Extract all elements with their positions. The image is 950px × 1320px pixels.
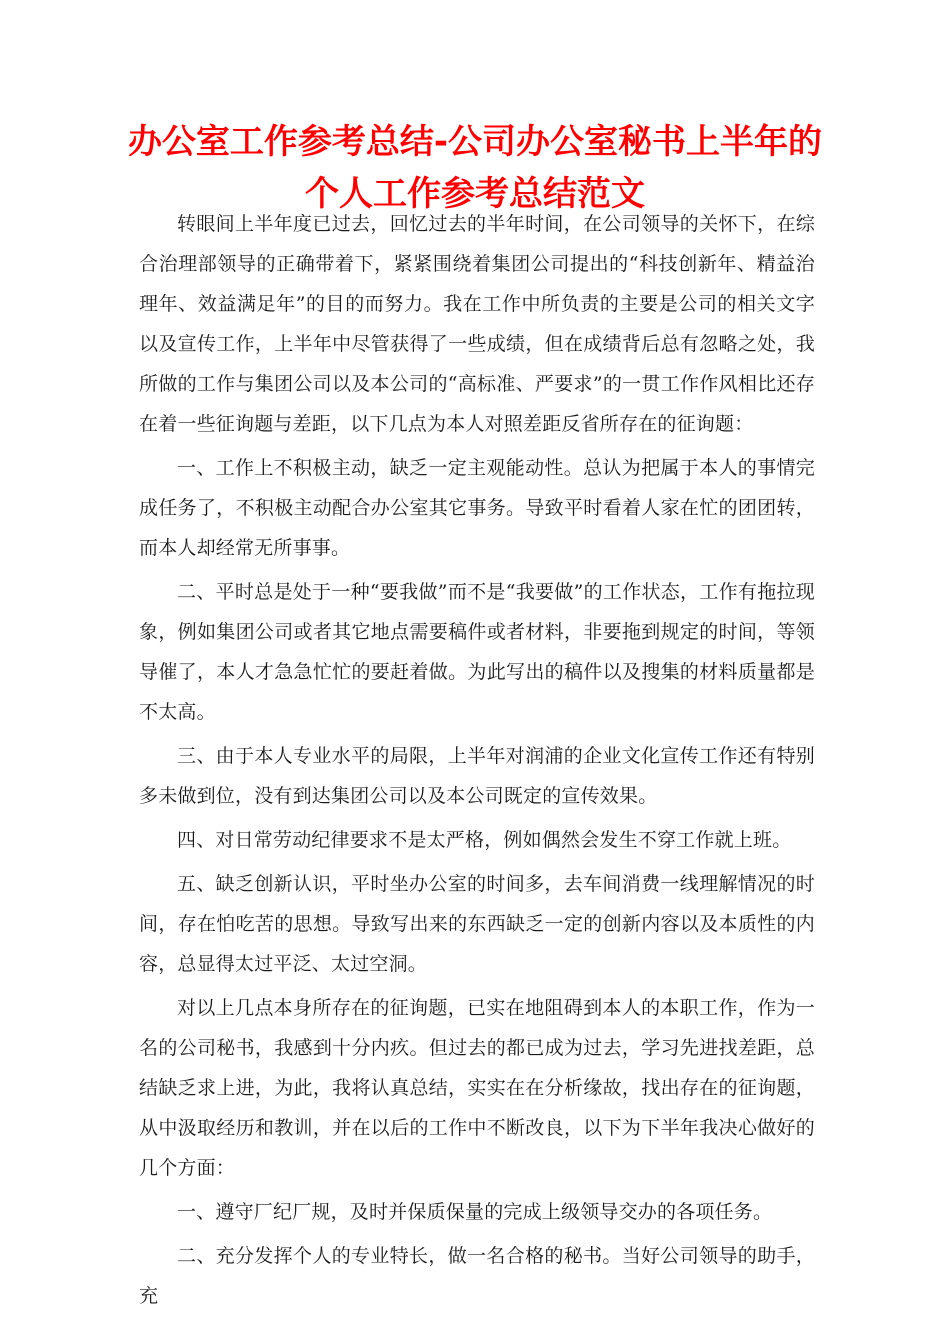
paragraph-problem-2: 二、平时总是处于一种“要我做”而不是“我要做”的工作状态，工作有拖拉现象，例如集团公司或者其它地点需要稿件或者材料，非要拖到规定的时间，等领导催了，本人才急急忙忙的要赶着做。为此写出的稿件以及搜集的材料质量都是不太高。 [139, 581, 815, 723]
paragraph-problem-3: 三、由于本人专业水平的局限，上半年对润浦的企业文化宣传工作还有特别多未做到位，没有到达集团公司以及本公司既定的宣传效果。 [139, 745, 815, 807]
document-title: 办公室工作参考总结-公司办公室秘书上半年的个人工作参考总结范文 [127, 122, 823, 214]
paragraph-plan-2: 二、充分发挥个人的专业特长，做一名合格的秘书。当好公司领导的助手，充 [139, 1245, 815, 1307]
paragraph-intro: 转眼间上半年度已过去，回忆过去的半年时间，在公司领导的关怀下，在综合治理部领导的正确带着下，紧紧围绕着集团公司提出的“科技创新年、精益治理年、效益满足年”的目的而努力。我在工作中所负责的主要是公司的相关文字以及宣传工作，上半年中尽管获得了一些成绩，但在成绩背后总有忽略之处，我所做的工作与集团公司以及本公司的“高标准、严要求”的一贯工作作风相比还存在着一些征询题与差距，以下几点为本人对照差距反省所存在的征询题： [139, 213, 815, 435]
paragraph-problem-1: 一、工作上不积极主动，缺乏一定主观能动性。总认为把属于本人的事情完成任务了，不积极主动配合办公室其它事务。导致平时看着人家在忙的团团转，而本人却经常无所事事。 [139, 457, 815, 559]
paragraph-problem-4: 四、对日常劳动纪律要求不是太严格，例如偶然会发生不穿工作就上班。 [177, 829, 792, 851]
paragraph-plan-1: 一、遵守厂纪厂规，及时并保质保量的完成上级领导交办的各项任务。 [177, 1201, 773, 1223]
document-body [139, 204, 815, 1320]
paragraph-problem-5: 五、缺乏创新认识，平时坐办公室的时间多，去车间消费一线理解情况的时间，存在怕吃苦的思想。导致写出来的东西缺乏一定的创新内容以及本质性的内容，总显得太过平泛、太过空洞。 [139, 873, 815, 975]
paragraph-reflection: 对以上几点本身所存在的征询题，已实在地阻碍到本人的本职工作，作为一名的公司秘书，我感到十分内疚。但过去的都已成为过去，学习先进找差距，总结缺乏求上进，为此，我将认真总结，实实在在分析缘故，找出存在的征询题，从中汲取经历和教训，并在以后的工作中不断改良，以下为下半年我决心做好的几个方面： [139, 997, 815, 1179]
